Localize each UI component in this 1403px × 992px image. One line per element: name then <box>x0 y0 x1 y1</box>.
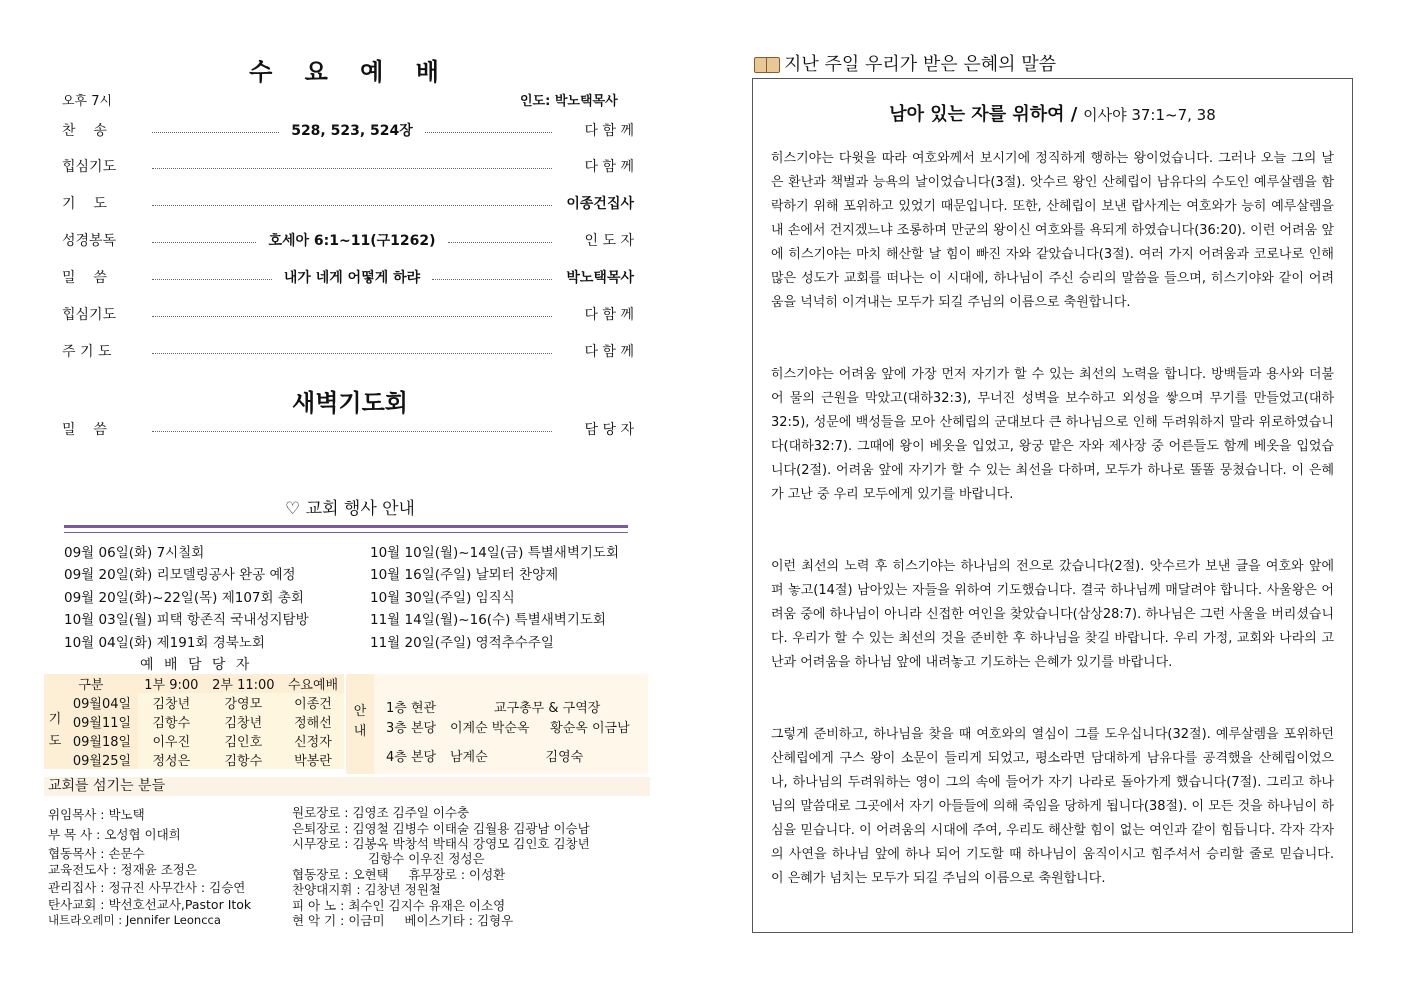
duty-date: 09월11일 <box>66 712 138 731</box>
duty-header: 2부 11:00 <box>205 674 282 693</box>
order-row <box>62 120 634 140</box>
staff-item: 내트라오레미 : Jennifer Leoncca <box>48 913 221 927</box>
duty-name: 이종건 <box>282 693 344 712</box>
staff-item: 탄사교회 : 박선호선교사,Pastor Itok <box>48 897 252 912</box>
duty-name: 김인호 <box>205 731 282 750</box>
event-item: 09월 20일(화) 리모델링공사 완공 예정 <box>64 567 296 583</box>
sermon-reference: 이사야 37:1~7, 38 <box>1083 106 1216 124</box>
serving-title: 교회를 섬기는 분들 <box>44 777 650 796</box>
wednesday-service-title: 수 요 예 배 <box>249 57 451 86</box>
staff-item: 협동장로 : 오현택 휴무장로 : 이성환 <box>292 867 506 882</box>
order-row <box>62 193 634 213</box>
events-title: ♡ 교회 행사 안내 <box>285 499 415 519</box>
book-icon <box>754 57 780 73</box>
duty-date: 09월25일 <box>66 750 138 769</box>
order-label: 성경봉독 <box>62 233 117 249</box>
order-right: 담 당 자 <box>584 422 634 438</box>
event-item: 09월 20일(화)~22일(목) 제107회 총회 <box>64 590 304 606</box>
duty-name: 이우진 <box>138 731 205 750</box>
guide-side-label: 안 내 <box>353 704 367 739</box>
order-right: 박노택목사 <box>566 270 634 286</box>
staff-item: 원로장로 : 김영조 김주일 이수충 <box>292 805 470 820</box>
guide-side <box>346 674 374 774</box>
duty-header: 구분 <box>44 674 138 693</box>
duty-name: 김창년 <box>205 712 282 731</box>
order-row <box>62 230 634 250</box>
order-label: 힙심기도 <box>62 159 117 175</box>
sermon-paragraph: 그렇게 준비하고, 하나님을 찾을 때 여호와의 열심이 그를 도우십니다(32절). 예루살렘을 포위하던 산헤립에게 구스 왕이 소문이 들리게 되었고, 평소라면 담대하게 남유다를 공격했을 산헤립이었으나, 하나님의 두려워하는 영이 그의 속에 들어가 자기 나라로 돌아가게 했습니다(7절). 그리고 하나님의 말씀대로 그곳에서 자기 아들들에 의해 죽임을 당하게 됩니다(38절). 이 모든 것을 하나님이 하심을 믿습니다. 이 어려움의 시대에 주여, 우리도 해산할 힘이 없는 여인과 같이 힘듭니다. 각자 각자의 사연을 하나님 앞에 하나 되어 기도할 때 하나님이 움직이시고 힘주셔서 승리할 줄로 믿습니다. 이 은혜가 넘치는 모두가 되길 주님의 이름으로 축원합니다. <box>771 727 1334 886</box>
event-item: 09월 06일(화) 7시칠회 <box>64 545 205 561</box>
event-item: 10월 16일(주일) 날뫼터 찬양제 <box>370 567 559 583</box>
table-row <box>44 731 344 750</box>
sermon-header-text: 지난 주일 우리가 받은 은혜의 말씀 <box>784 54 1057 75</box>
duty-name: 강영모 <box>205 693 282 712</box>
order-right: 이종건집사 <box>566 196 634 212</box>
order-label: 찬 송 <box>62 123 107 139</box>
sermon-paragraph: 이런 최선의 노력 후 히스기야는 하나님의 전으로 갔습니다(2절). 앗수르가 보낸 글을 여호와 앞에 펴 놓고(14절) 남아있는 자들을 위하여 기도했습니다. 결국 하나님께 매달려야 합니다. 사울왕은 어려움 중에 하나님이 아니라 신접한 여인을 찾았습니다(삼상28:7). 하나님은 그런 사울을 버리셨습니다. 우리가 할 수 있는 최선의 것을 준비한 후 하나님을 찾길 바랍니다. 우리 가정, 교회와 나라의 고난과 어려움을 하나님 앞에 내려놓고 기도하는 은혜가 있기를 바랍니다. <box>771 559 1334 670</box>
order-middle: 호세아 6:1~11(구1262) <box>268 233 436 249</box>
duty-name: 박봉란 <box>282 750 344 769</box>
order-label: 밀 씀 <box>62 270 107 286</box>
staff-item: 관리집사 : 정규진 사무간사 : 김승연 <box>48 880 246 895</box>
order-label: 밀 씀 <box>62 422 107 438</box>
staff-item: 위임목사 : 박노택 <box>48 807 145 822</box>
dawn-order-row <box>62 419 634 439</box>
guide-names: 이계순 박순옥 황순옥 이금남 <box>450 721 630 736</box>
table-row <box>44 693 344 712</box>
dawn-prayer-title: 새벽기도회 <box>292 388 408 417</box>
service-time: 오후 7시 <box>62 94 113 109</box>
staff-item: 협동목사 : 손문수 <box>48 846 145 861</box>
sermon-title-text: 남아 있는 자를 위하여 / <box>889 104 1078 125</box>
table-row <box>44 712 344 731</box>
order-right: 인 도 자 <box>584 233 634 249</box>
event-item: 11월 20일(주일) 영적추수주일 <box>370 635 554 651</box>
order-row <box>62 156 634 176</box>
order-row <box>62 341 634 361</box>
duty-name: 정해선 <box>282 712 344 731</box>
duty-name: 정성은 <box>138 750 205 769</box>
order-right: 다 함 께 <box>584 123 634 139</box>
sermon-header <box>754 50 1056 76</box>
duty-table <box>44 674 344 769</box>
order-middle: 내가 네게 어떻게 하랴 <box>283 270 421 286</box>
guide-names: 교구총무 & 구역장 <box>494 701 601 716</box>
duty-header: 수요예배 <box>282 674 344 693</box>
order-right: 다 함 께 <box>584 344 634 360</box>
order-row <box>62 267 634 287</box>
staff-item: 교육전도사 : 정재윤 조정은 <box>48 862 197 877</box>
sermon-title <box>752 100 1353 126</box>
staff-item: 시무장로 : 김봉옥 박창석 박태식 강영모 김인호 김창년 <box>292 836 590 851</box>
staff-item: 은퇴장로 : 김영철 김병수 이태술 김월용 김광남 이승남 <box>292 821 590 836</box>
staff-item: 현 악 기 : 이금미 베이스기타 : 김형우 <box>292 913 514 928</box>
order-row <box>62 304 634 324</box>
duty-name: 신정자 <box>282 731 344 750</box>
order-right: 다 함 께 <box>584 159 634 175</box>
order-right: 다 함 께 <box>584 307 634 323</box>
service-leader: 인도: 박노택목사 <box>520 94 618 109</box>
staff-item: 부 목 사 : 오성협 이대희 <box>48 827 181 842</box>
order-middle: 528, 523, 524장 <box>291 123 413 139</box>
divider <box>64 525 628 533</box>
event-item: 11월 14일(월)~16(수) 특별새벽기도회 <box>370 612 606 628</box>
sermon-paragraph: 히스기야는 어려움 앞에 가장 먼저 자기가 할 수 있는 최선의 노력을 합니다. 방백들과 용사와 더불어 물의 근원을 막았고(대하32:3), 무너진 성벽을 보수하고 외성을 쌓으며 무기를 만들었고(대하32:5), 성문에 백성들을 모아 산헤립의 군대보다 큰 하나님으로 인해 두려워하지 말라 위로하였습니다(대하32:7). 그때에 왕이 베옷을 입었고, 왕궁 맡은 자와 제사장 중 어른들도 함께 베옷을 입었습니다(2절). 어려움 앞에 자기가 할 수 있는 최선을 다하며, 모두가 하나로 똘똘 뭉쳤습니다. 이 은혜가 고난 중 우리 모두에게 있기를 바랍니다. <box>771 367 1334 502</box>
duty-name: 김항수 <box>138 712 205 731</box>
guide-place: 4층 본당 <box>386 750 437 765</box>
duty-date: 09월18일 <box>66 731 138 750</box>
guide-place: 1층 현관 <box>386 701 437 716</box>
event-item: 10월 10일(월)~14일(금) 특별새벽기도회 <box>370 545 619 561</box>
duty-name: 김항수 <box>205 750 282 769</box>
staff-item: 피 아 노 : 최수인 김지수 유재은 이소영 <box>292 898 506 913</box>
order-label: 힙심기도 <box>62 307 117 323</box>
event-item: 10월 04일(화) 제191회 경북노회 <box>64 635 265 651</box>
table-row <box>44 750 344 769</box>
duty-side-label: 기 도 <box>44 693 66 769</box>
duty-header: 1부 9:00 <box>138 674 205 693</box>
order-label: 주 기 도 <box>62 344 112 360</box>
duty-title: 예 배 담 당 자 <box>140 657 253 673</box>
guide-place: 3층 본당 <box>386 721 437 736</box>
guide-names: 남계순 김영숙 <box>450 750 584 765</box>
event-item: 10월 30일(주일) 임직식 <box>370 590 515 606</box>
staff-item: 김항수 이우진 정성은 <box>368 851 485 866</box>
order-label: 기 도 <box>62 196 107 212</box>
duty-name: 김창년 <box>138 693 205 712</box>
duty-date: 09월04일 <box>66 693 138 712</box>
staff-item: 찬양대지휘 : 김창년 정원철 <box>292 882 441 897</box>
event-item: 10월 03일(월) 피택 항존직 국내성지탐방 <box>64 612 309 628</box>
sermon-paragraph: 히스기야는 다윗을 따라 여호와께서 보시기에 정직하게 행하는 왕이었습니다. 그러나 오늘 그의 날은 환난과 책벌과 능욕의 날이었습니다(3절). 앗수르 왕인 산헤립이 남유다의 수도인 예루살렘을 함락하기 위해 포위하고 있었기 때문입니다. 또한, 산헤립이 보낸 랍사게는 여호와가 능히 예루살렘을 내 손에서 건지겠느냐 조롱하며 만군의 왕이신 여호와를 욕되게 하였습니다(36:20). 이런 어려움 앞에 히스기야는 마치 해산할 날 힘이 빠진 자와 같았습니다(3절). 여러 가지 어려움과 코로나로 인해 많은 성도가 교회를 떠나는 이 시대에, 하나님이 주신 승리의 말씀을 들으며, 히스기야와 같이 어려움을 넉넉히 이겨내는 모두가 되길 주님의 이름으로 축원합니다. <box>771 151 1334 310</box>
